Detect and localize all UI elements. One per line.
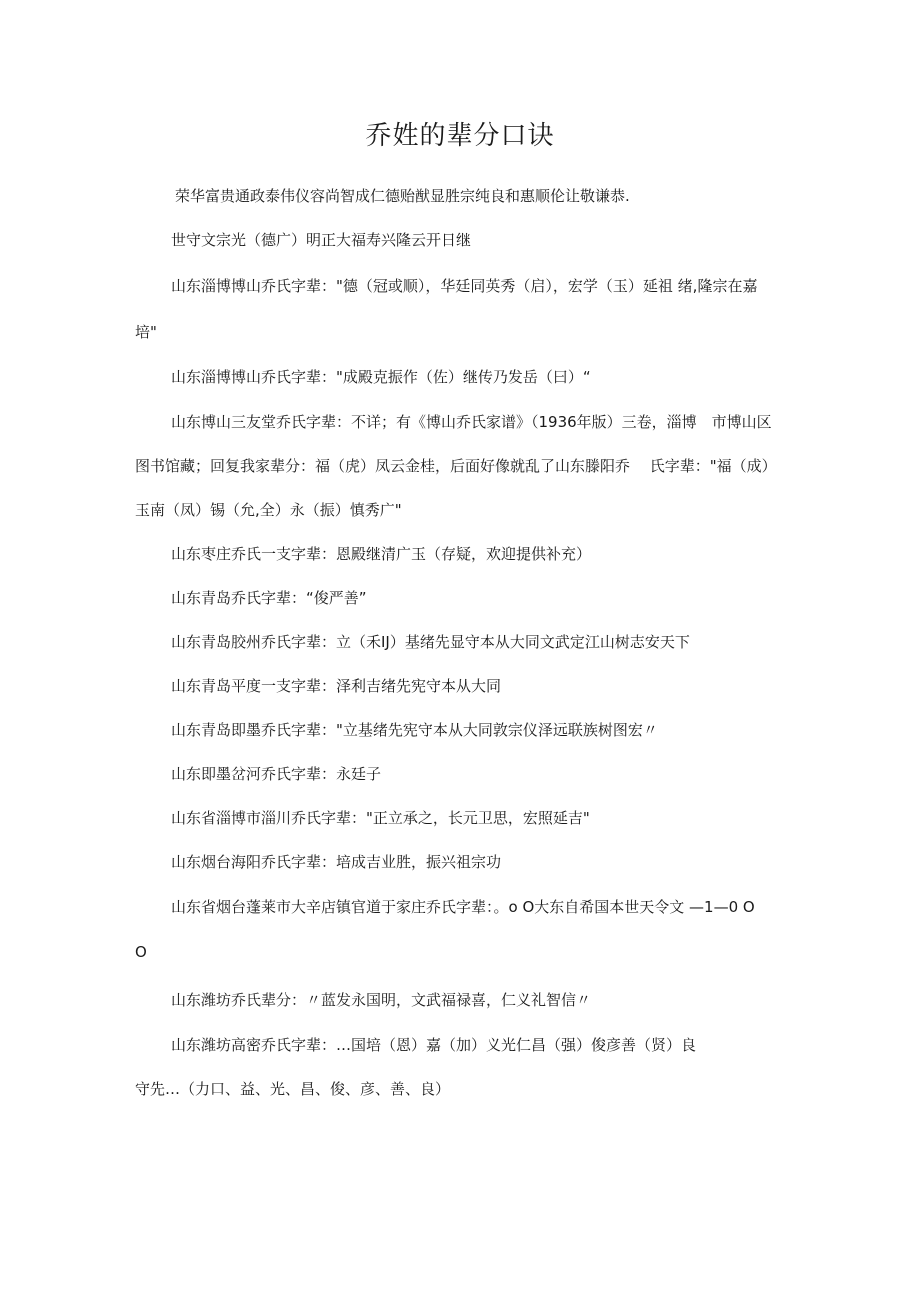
paragraph-line: 培"	[135, 323, 157, 341]
paragraph-line: 山东青岛平度一支字辈：泽利吉绪先宪守本从大同	[171, 677, 502, 695]
paragraph-line: 山东即墨岔河乔氏字辈：永廷子	[171, 765, 382, 783]
paragraph-line: 山东省淄博市淄川乔氏字辈："正立承之，长元卫思，宏照延吉"	[171, 809, 590, 827]
paragraph-line: 图书馆藏；回复我家辈分：福（虎）凤云金桂，后面好像就乱了山东滕阳乔 氏字辈："福（成）	[135, 457, 777, 475]
paragraph-line: 荣华富贵通政泰伟仪容尚智成仁德贻猷显胜宗纯良和惠顺伦让敬谦恭.	[175, 187, 630, 205]
paragraph-line: 山东青岛乔氏字辈：“俊严善”	[171, 589, 367, 607]
paragraph-line: 山东枣庄乔氏一支字辈：恩殿继清广玉（存疑，欢迎提供补充）	[171, 545, 592, 563]
page-title: 乔姓的辈分口诀	[365, 121, 555, 151]
paragraph-line: 山东青岛即墨乔氏字辈："立基绪先宪守本从大同敦宗仪泽远联族树图宏〃	[171, 721, 658, 739]
paragraph-line: 山东烟台海阳乔氏字辈：培成吉业胜，振兴祖宗功	[171, 853, 502, 871]
paragraph-line: 山东潍坊乔氏辈分：〃蓝发永国明，文武福禄喜，仁义礼智信〃	[171, 991, 592, 1009]
paragraph-line: O	[135, 943, 147, 961]
paragraph-line: 山东青岛胶州乔氏字辈：立（禾IJ）基绪先显守本从大同文武定江山树志安天下	[171, 633, 690, 651]
paragraph-line: 山东淄博博山乔氏字辈："成殿克振作（佐）继传乃发岳（曰）“	[171, 368, 591, 386]
paragraph-line: 世守文宗光（德广）明正大福寿兴隆云开日继	[171, 231, 472, 249]
paragraph-line: 山东博山三友堂乔氏字辈：不详；有《博山乔氏家谱》（1936年版）三卷，淄博 市博山区	[171, 413, 772, 431]
paragraph-line: 玉南（凤）锡（允,全）永（振）慎秀广"	[135, 501, 402, 519]
paragraph-line: 山东潍坊高密乔氏字辈：…国培（恩）嘉（加）义光仁昌（强）俊彦善（贤）良	[171, 1036, 697, 1054]
paragraph-line: 山东省烟台蓬莱市大辛店镇官道于家庄乔氏字辈：。o O大东自希国本世天令文 —1—0 O	[171, 898, 755, 916]
paragraph-line: 守先…（力口、益、光、昌、俊、彦、善、良）	[135, 1080, 451, 1098]
paragraph-line: 山东淄博博山乔氏字辈："德（冠或顺），华廷同英秀（启），宏学（玉）延祖 绪,隆宗在嘉	[171, 277, 758, 295]
